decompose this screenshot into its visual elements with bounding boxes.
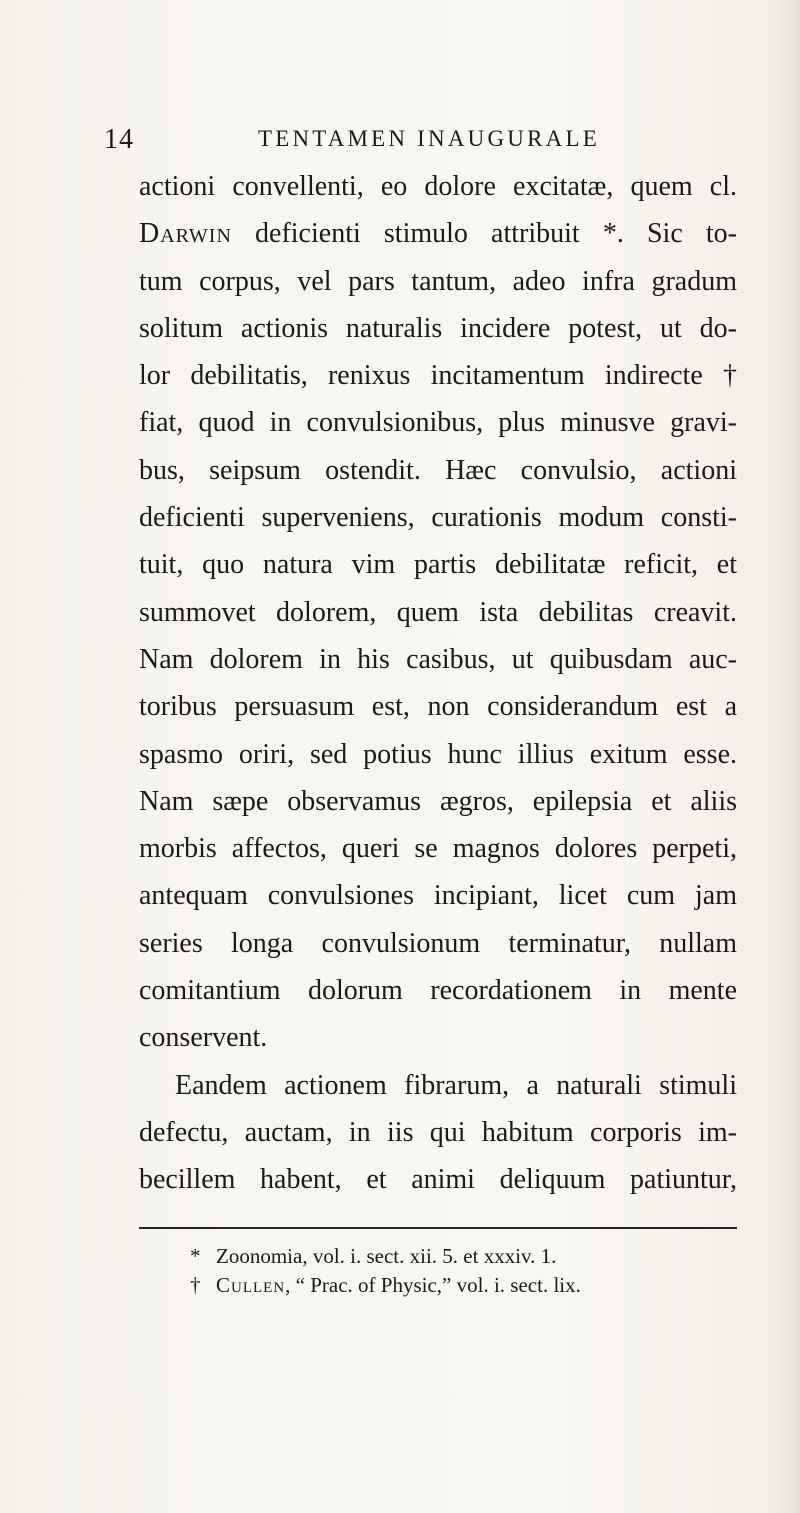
text-line: solitum actionis naturalis incidere potest, ut do- [139, 312, 737, 344]
text-line [139, 210, 737, 257]
footnote-text: Zoonomia, vol. i. sect. xii. 5. et xxxiv. 1. [216, 1244, 557, 1268]
author-name: Darwin [139, 218, 232, 250]
text-line: defectu, auctam, in iis qui habitum corporis im- [139, 1116, 737, 1148]
running-head [104, 124, 644, 164]
text-line: tuit, quo natura vim partis debilitatæ reficit, et [139, 549, 737, 581]
text-line: deficienti superveniens, curationis modum consti- [139, 502, 737, 534]
footnotes [190, 1242, 750, 1300]
footnote-author: Cullen [216, 1273, 286, 1297]
footnote [190, 1242, 750, 1271]
text-line: becillem habent, et animi deliquum patiuntur, [139, 1164, 737, 1196]
text-line: summovet dolorem, quem ista debilitas creavit. [139, 596, 737, 628]
text-line: fiat, quod in convulsionibus, plus minusve gravi- [139, 407, 737, 439]
text-line: tum corpus, vel pars tantum, adeo infra gradum [139, 265, 737, 297]
text-line: actioni convellenti, eo dolore excitatæ, quem cl. [139, 171, 737, 202]
body-text [139, 163, 737, 1204]
text-line: bus, seipsum ostendit. Hæc convulsio, actioni [139, 454, 737, 486]
paragraph-end-line: conservent. [139, 1022, 268, 1054]
footnote [190, 1271, 750, 1300]
text-line: series longa convulsionum terminatur, nullam [139, 927, 737, 959]
paragraph-start-line: Eandem actionem fibrarum, a naturali stimuli [175, 1069, 737, 1101]
text-line: spasmo oriri, sed potius hunc illius exitum esse. [139, 738, 737, 770]
text-line: Nam dolorem in his casibus, ut quibusdam auc- [139, 643, 737, 675]
text-line: comitantium dolorum recordationem in mente [139, 975, 737, 1007]
text-line: toribus persuasum est, non considerandum est a [139, 691, 737, 723]
text-line: Nam sæpe observamus ægros, epilepsia et aliis [139, 785, 737, 817]
text-line: morbis affectos, queri se magnos dolores perpeti, [139, 833, 737, 865]
footnote-mark: * [190, 1244, 201, 1268]
text-line-rest: deficienti stimulo attribuit *. Sic to- [231, 218, 737, 250]
footnote-text: , “ Prac. of Physic,” vol. i. sect. lix. [285, 1273, 581, 1297]
page-number: 14 [104, 124, 134, 155]
page-edge-shadow [774, 0, 800, 1513]
footnote-mark: † [190, 1273, 201, 1297]
footnote-rule [139, 1227, 737, 1229]
text-line: antequam convulsiones incipiant, licet cum jam [139, 880, 737, 912]
text-line: lor debilitatis, renixus incitamentum indirecte † [139, 360, 737, 392]
running-title: TENTAMEN INAUGURALE [258, 126, 600, 151]
